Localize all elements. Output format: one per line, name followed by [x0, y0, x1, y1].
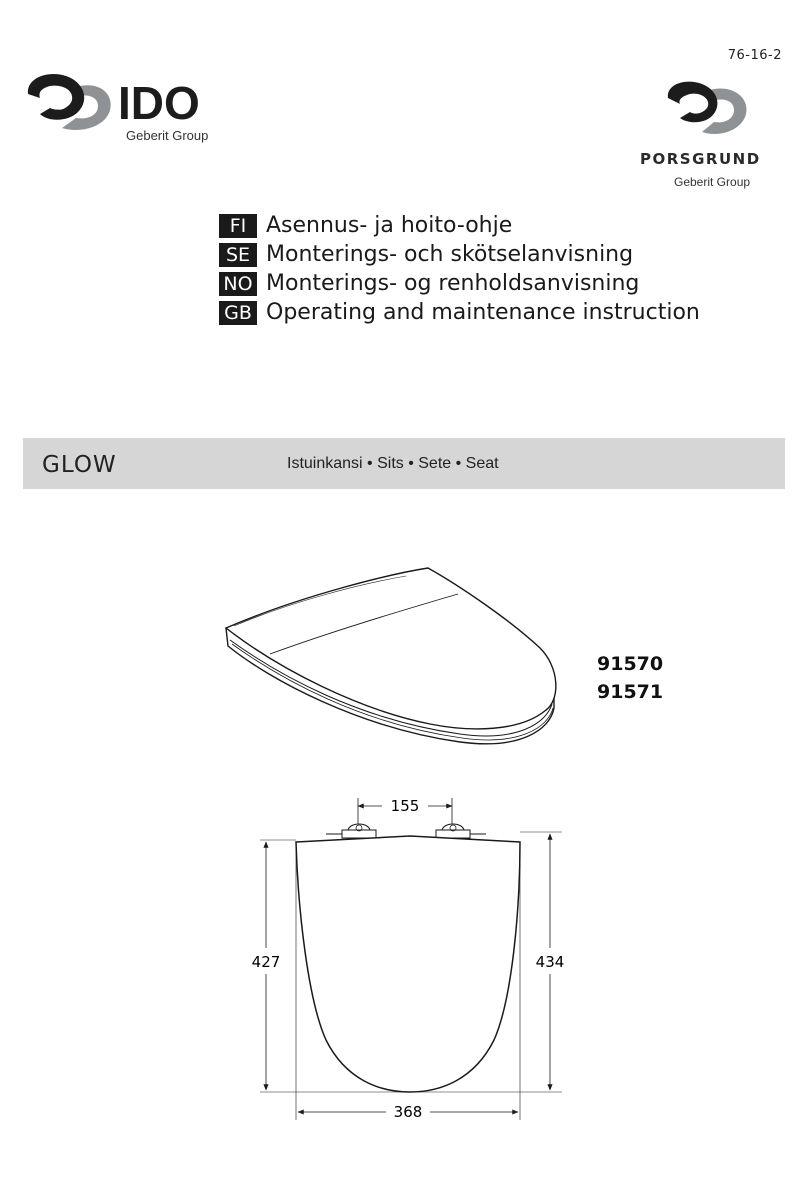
- seat-outline-top-view: [296, 836, 520, 1092]
- porsgrund-logo: [660, 76, 770, 146]
- dimension-length-inner: 427: [251, 953, 281, 971]
- language-code-badge: GB: [219, 301, 257, 325]
- document-number: 76-16-2: [727, 48, 782, 63]
- porsgrund-subtitle: Geberit Group: [674, 175, 751, 189]
- language-titles: [219, 211, 700, 327]
- language-code-badge: FI: [219, 214, 257, 238]
- product-code: 91571: [597, 681, 664, 703]
- porsgrund-logo-ring-dark: [668, 82, 718, 123]
- dimension-width: 368: [393, 1103, 423, 1121]
- language-code-badge: NO: [219, 272, 257, 296]
- hinge-right: [436, 824, 470, 838]
- language-code-badge: SE: [219, 243, 257, 267]
- language-row-fi: [219, 211, 700, 240]
- product-codes: [597, 650, 663, 706]
- product-name: GLOW: [42, 452, 117, 478]
- hinge-left: [342, 824, 376, 838]
- dimension-drawing: [230, 790, 590, 1130]
- language-row-gb: [219, 298, 700, 327]
- language-title: Monterings- og renholdsanvisning: [266, 271, 640, 296]
- dimension-length-outer: 434: [535, 953, 565, 971]
- seat-illustration: [210, 560, 590, 760]
- ido-subtitle: Geberit Group: [126, 128, 209, 143]
- language-row-se: [219, 240, 700, 269]
- porsgrund-brand: PORSGRUND: [640, 150, 761, 168]
- product-code: 91570: [597, 653, 664, 675]
- ido-brand-text: IDO: [118, 77, 200, 129]
- language-title: Monterings- och skötselanvisning: [266, 242, 634, 267]
- language-title: Operating and maintenance instruction: [266, 300, 700, 325]
- language-title: Asennus- ja hoito-ohje: [266, 213, 513, 238]
- seat-lid: [226, 568, 556, 729]
- dimension-hinge-spacing: 155: [390, 797, 420, 815]
- language-row-no: [219, 269, 700, 298]
- ido-logo-ring-dark: [28, 74, 84, 120]
- product-description: Istuinkansi • Sits • Sete • Seat: [287, 455, 499, 472]
